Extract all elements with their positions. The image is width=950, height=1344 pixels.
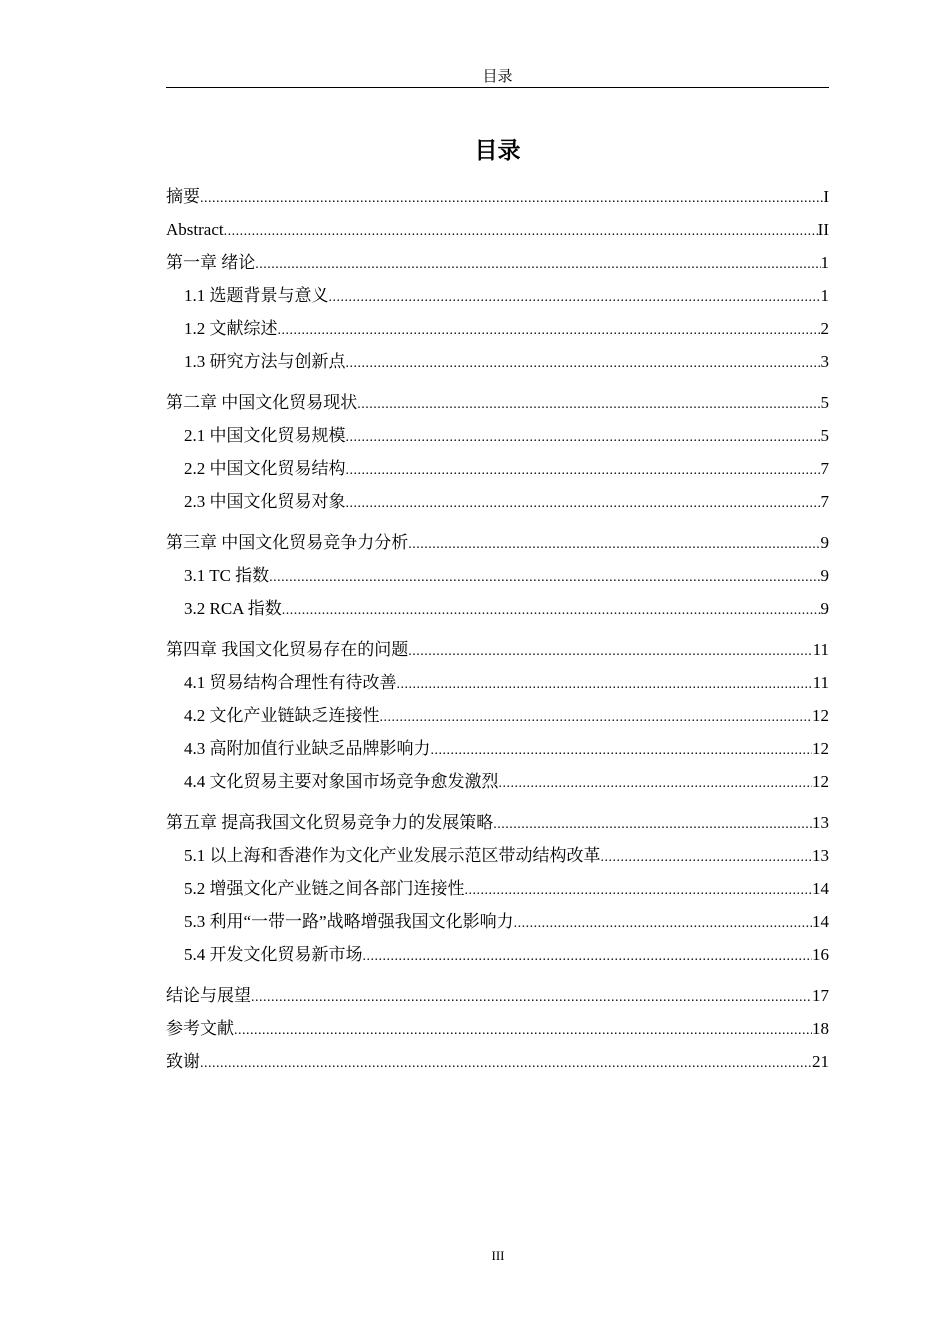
toc-entry-title: 1.2 文献综述: [184, 319, 278, 338]
toc-page-number: 12: [812, 739, 829, 758]
toc-entry-title: 第一章 绪论: [166, 253, 256, 272]
toc-entry[interactable]: [166, 666, 829, 699]
toc-page-number: 14: [812, 879, 829, 898]
toc-entry[interactable]: [166, 806, 829, 839]
toc-leader-dots: [255, 248, 820, 281]
running-header: 目录: [166, 68, 829, 88]
toc-page-number: II: [817, 220, 829, 239]
toc-entry-title: 致谢: [166, 1052, 200, 1071]
toc-leader-dots: [499, 767, 813, 800]
toc-entry-title: 1.1 选题背景与意义: [184, 286, 329, 305]
toc-entry-title: 摘要: [166, 187, 200, 206]
toc-entry-title: 4.4 文化贸易主要对象国市场竞争愈发激烈: [184, 772, 499, 791]
toc-entry[interactable]: [166, 386, 829, 419]
toc-page-number: 3: [820, 352, 829, 371]
toc-entry-title: 1.3 研究方法与创新点: [184, 352, 346, 371]
toc-entry[interactable]: [166, 633, 829, 666]
toc-leader-dots: [357, 388, 820, 421]
toc-entry[interactable]: [166, 419, 829, 452]
toc-entry-title: 4.1 贸易结构合理性有待改善: [184, 673, 397, 692]
toc-entry-title: 2.3 中国文化贸易对象: [184, 492, 346, 511]
toc-leader-dots: [493, 808, 812, 841]
toc-page-number: 2: [820, 319, 829, 338]
toc-leader-dots: [363, 940, 813, 973]
toc-page-number: 21: [812, 1052, 829, 1071]
toc-leader-dots: [601, 841, 813, 874]
toc-entry-title: 5.2 增强文化产业链之间各部门连接性: [184, 879, 465, 898]
toc-entry-title: 第五章 提高我国文化贸易竞争力的发展策略: [166, 813, 494, 832]
toc-page-number: 16: [812, 945, 829, 964]
toc-page-number: 1: [820, 286, 829, 305]
toc-leader-dots: [251, 981, 812, 1014]
toc-entry[interactable]: [166, 699, 829, 732]
toc-leader-dots: [380, 701, 813, 734]
toc-leader-dots: [234, 1014, 812, 1047]
toc-entry-title: Abstract: [166, 220, 224, 239]
toc-entry-title: 2.2 中国文化贸易结构: [184, 459, 346, 478]
toc-entry[interactable]: [166, 246, 829, 279]
toc-page-number: 13: [812, 846, 829, 865]
toc-page-number: 11: [812, 673, 829, 692]
toc-leader-dots: [346, 454, 821, 487]
page-number: III: [491, 1248, 505, 1263]
toc-entry[interactable]: [166, 213, 829, 246]
toc-leader-dots: [278, 314, 821, 347]
toc-entry-title: 参考文献: [166, 1019, 234, 1038]
toc-entry[interactable]: [166, 1012, 829, 1045]
toc-page-number: 17: [812, 986, 829, 1005]
toc-page-number: 9: [820, 533, 829, 552]
toc-page-number: 5: [820, 393, 829, 412]
toc-entry[interactable]: [166, 979, 829, 1012]
toc-entry-title: 第四章 我国文化贸易存在的问题: [166, 640, 409, 659]
toc-page-number: 12: [812, 772, 829, 791]
toc-entry[interactable]: [166, 839, 829, 872]
toc-page-number: 12: [812, 706, 829, 725]
toc-entry-title: 4.3 高附加值行业缺乏品牌影响力: [184, 739, 431, 758]
toc-page-number: 14: [812, 912, 829, 931]
toc-entry[interactable]: [166, 872, 829, 905]
toc-page-number: 13: [812, 813, 829, 832]
toc-entry[interactable]: [166, 732, 829, 765]
toc-page-number: 5: [820, 426, 829, 445]
toc-leader-dots: [465, 874, 813, 907]
toc-leader-dots: [269, 561, 820, 594]
toc-entry-title: 5.4 开发文化贸易新市场: [184, 945, 363, 964]
toc-leader-dots: [514, 907, 812, 940]
toc-page-number: 7: [820, 492, 829, 511]
toc-entry-title: 第三章 中国文化贸易竞争力分析: [166, 533, 409, 552]
table-of-contents: [166, 180, 829, 1078]
toc-page-number: 1: [820, 253, 829, 272]
toc-entry[interactable]: [166, 526, 829, 559]
toc-entry[interactable]: [166, 180, 829, 213]
toc-leader-dots: [397, 668, 813, 701]
toc-leader-dots: [431, 734, 813, 767]
toc-page-number: 18: [812, 1019, 829, 1038]
toc-leader-dots: [224, 215, 818, 248]
toc-entry-title: 5.3 利用“一带一路”战略增强我国文化影响力: [184, 912, 514, 931]
toc-entry[interactable]: [166, 1045, 829, 1078]
toc-entry[interactable]: [166, 765, 829, 798]
toc-entry-title: 5.1 以上海和香港作为文化产业发展示范区带动结构改革: [184, 846, 601, 865]
toc-entry[interactable]: [166, 452, 829, 485]
toc-entry-title: 4.2 文化产业链缺乏连接性: [184, 706, 380, 725]
toc-leader-dots: [408, 635, 812, 668]
toc-page-number: 11: [812, 640, 829, 659]
toc-entry-title: 结论与展望: [166, 986, 251, 1005]
toc-entry[interactable]: [166, 938, 829, 971]
toc-page-number: 9: [820, 566, 829, 585]
toc-leader-dots: [329, 281, 821, 314]
toc-leader-dots: [346, 347, 821, 380]
toc-entry[interactable]: [166, 312, 829, 345]
toc-entry-title: 第二章 中国文化贸易现状: [166, 393, 358, 412]
toc-leader-dots: [282, 594, 821, 627]
toc-leader-dots: [346, 487, 821, 520]
toc-entry[interactable]: [166, 345, 829, 378]
toc-entry[interactable]: [166, 592, 829, 625]
toc-entry[interactable]: [166, 905, 829, 938]
toc-entry-title: 3.1 TC 指数: [184, 566, 270, 585]
toc-page-number: I: [823, 187, 829, 206]
toc-page-number: 9: [820, 599, 829, 618]
toc-entry-title: 3.2 RCA 指数: [184, 599, 282, 618]
toc-entry[interactable]: [166, 485, 829, 518]
toc-leader-dots: [408, 528, 820, 561]
toc-entry[interactable]: [166, 559, 829, 592]
toc-entry-title: 2.1 中国文化贸易规模: [184, 426, 346, 445]
toc-leader-dots: [346, 421, 821, 454]
toc-leader-dots: [200, 1047, 812, 1080]
toc-entry[interactable]: [166, 279, 829, 312]
page-title: 目录: [474, 138, 521, 163]
toc-page-number: 7: [820, 459, 829, 478]
toc-leader-dots: [200, 182, 823, 215]
